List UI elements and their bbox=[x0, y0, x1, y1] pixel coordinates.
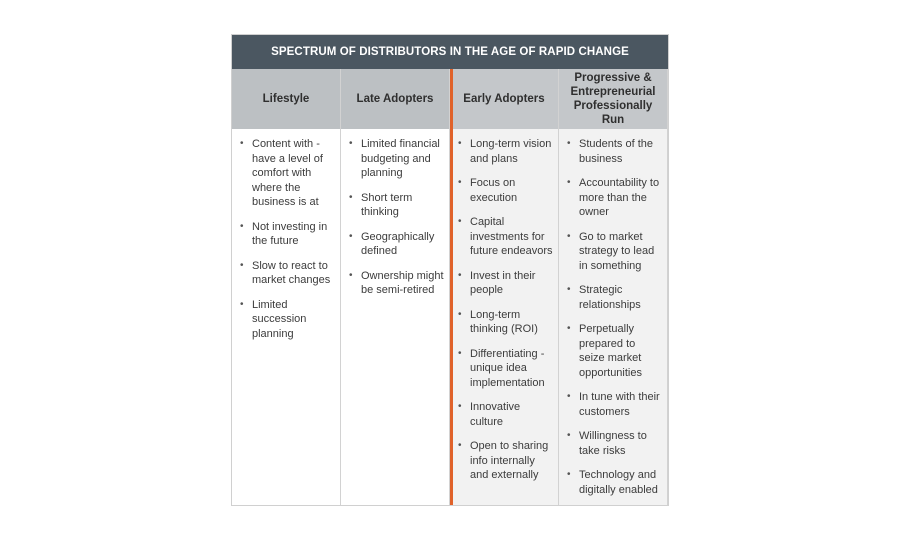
column-late-adopters bbox=[341, 69, 450, 505]
list-item: • Focus on execution bbox=[458, 176, 554, 205]
column-early-adopters bbox=[450, 69, 559, 505]
list-item: • Technology and digitally enabled bbox=[567, 468, 663, 497]
bullet-list bbox=[240, 137, 336, 341]
list-item: • Long-term thinking (ROI) bbox=[458, 308, 554, 337]
list-item: • Limited financial budgeting and planning bbox=[349, 137, 445, 181]
columns-container bbox=[232, 69, 668, 505]
list-item: • Innovative culture bbox=[458, 400, 554, 429]
bullet-list bbox=[567, 137, 663, 497]
list-item: • Slow to react to market changes bbox=[240, 259, 336, 288]
list-item: • Perpetually prepared to seize market opportunities bbox=[567, 322, 663, 380]
list-item: • Differentiating - unique idea implementation bbox=[458, 347, 554, 391]
table-title: SPECTRUM OF DISTRIBUTORS IN THE AGE OF RAPID CHANGE bbox=[232, 35, 668, 69]
list-item: • Content with - have a level of comfort with where the business is at bbox=[240, 137, 336, 210]
column-heading: Early Adopters bbox=[450, 69, 558, 129]
list-item: • In tune with their customers bbox=[567, 390, 663, 419]
list-item: • Willingness to take risks bbox=[567, 429, 663, 458]
list-item: • Go to market strategy to lead in something bbox=[567, 230, 663, 274]
column-heading: Progressive & Entrepreneurial Professionally Run bbox=[559, 69, 667, 129]
list-item: • Students of the business bbox=[567, 137, 663, 166]
column-body bbox=[450, 129, 558, 505]
column-heading: Lifestyle bbox=[232, 69, 340, 129]
list-item: • Capital investments for future endeavors bbox=[458, 215, 554, 259]
list-item: • Geographically defined bbox=[349, 230, 445, 259]
list-item: • Ownership might be semi-retired bbox=[349, 269, 445, 298]
list-item: • Long-term vision and plans bbox=[458, 137, 554, 166]
list-item: • Limited succession planning bbox=[240, 298, 336, 342]
bullet-list bbox=[349, 137, 445, 298]
column-body bbox=[341, 129, 449, 505]
column-body bbox=[232, 129, 340, 505]
column-progressive bbox=[559, 69, 668, 505]
adoption-divider-line bbox=[450, 69, 453, 505]
column-heading: Late Adopters bbox=[341, 69, 449, 129]
list-item: • Not investing in the future bbox=[240, 220, 336, 249]
list-item: • Invest in their people bbox=[458, 269, 554, 298]
list-item: • Open to sharing info internally and externally bbox=[458, 439, 554, 483]
list-item: • Short term thinking bbox=[349, 191, 445, 220]
column-body bbox=[559, 129, 667, 505]
list-item: • Strategic relationships bbox=[567, 283, 663, 312]
column-lifestyle bbox=[232, 69, 341, 505]
distributor-spectrum-table bbox=[231, 34, 669, 506]
bullet-list bbox=[458, 137, 554, 483]
list-item: • Accountability to more than the owner bbox=[567, 176, 663, 220]
